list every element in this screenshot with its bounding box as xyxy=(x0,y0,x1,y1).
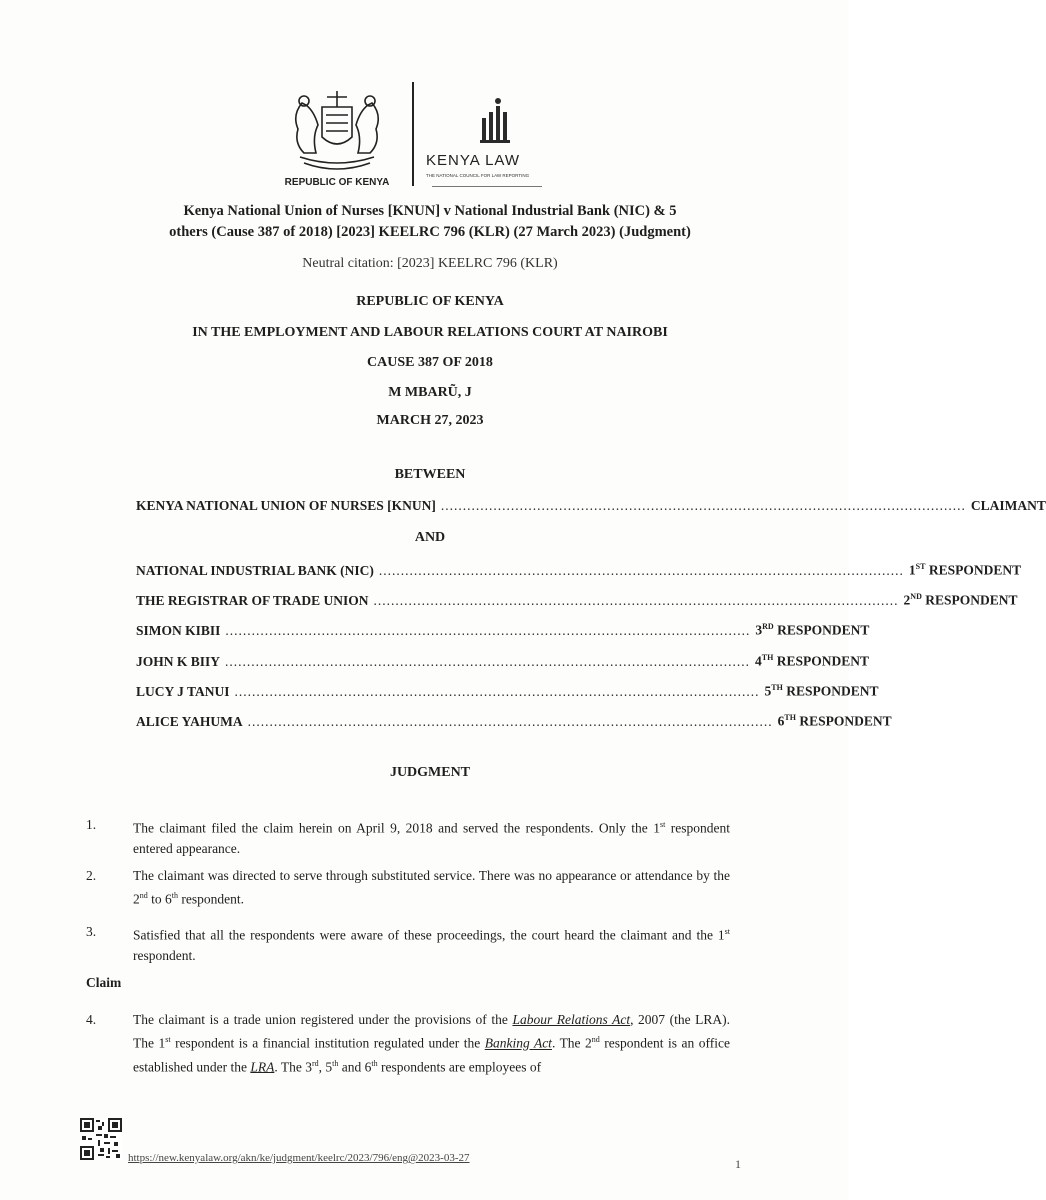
paragraph-text: The claimant was directed to serve through substituted service. There was no appearance or attendance by the 2nd to 6th respondent. xyxy=(133,868,730,907)
respondent-role: 3RD RESPONDENT xyxy=(755,622,870,638)
respondent-name: ALICE YAHUMA xyxy=(136,713,243,729)
claimant-row xyxy=(136,498,1046,514)
claim-heading: Claim xyxy=(86,975,122,990)
kenya-law-subtitle: THE NATIONAL COUNCIL FOR LAW REPORTING xyxy=(426,173,530,178)
paragraph-3 xyxy=(86,922,730,966)
judge-heading: M MBARŨ, J xyxy=(388,385,472,400)
qr-code-icon[interactable] xyxy=(80,1118,122,1160)
republic-heading: REPUBLIC OF KENYA xyxy=(356,294,504,309)
respondent-name: NATIONAL INDUSTRIAL BANK (NIC) xyxy=(136,562,374,578)
respondent-row-3 xyxy=(136,622,870,639)
paragraph-1 xyxy=(86,815,730,859)
header-divider xyxy=(412,82,414,186)
paragraph-number: 2. xyxy=(86,868,97,883)
lra-abbr-link[interactable]: LRA xyxy=(250,1059,275,1074)
banking-act-link[interactable]: Banking Act xyxy=(484,1035,552,1051)
paragraph-number: 3. xyxy=(86,924,97,939)
paragraph-text: Satisfied that all the respondents were aware of these proceedings, the court heard the claimant and the 1st respondent. xyxy=(133,927,730,963)
leader-dots: ........................................................................................................................ xyxy=(225,622,751,638)
footer-url[interactable]: https://new.kenyalaw.org/akn/ke/judgment/keelrc/2023/796/eng@2023-03-27 xyxy=(128,1152,470,1164)
respondent-role: 4TH RESPONDENT xyxy=(755,653,869,669)
paragraph-number: 1. xyxy=(86,817,97,832)
leader-dots: ........................................................................................................................ xyxy=(373,592,899,608)
between-heading: BETWEEN xyxy=(394,467,466,482)
coat-caption: REPUBLIC OF KENYA xyxy=(284,177,390,188)
case-title xyxy=(90,201,770,243)
kenya-law-tagline-scribble xyxy=(432,181,542,187)
paragraph-number: 4. xyxy=(86,1012,97,1027)
coat-of-arms-icon xyxy=(282,85,392,175)
leader-dots: ........................................................................................................................ xyxy=(234,683,760,699)
respondent-row-2 xyxy=(136,592,1018,609)
respondent-row-1 xyxy=(136,562,1022,579)
paragraph-text: The claimant filed the claim herein on April 9, 2018 and served the respondents. Only the 1st respondent entered appearance. xyxy=(133,820,730,856)
kenya-law-logo-icon xyxy=(476,96,516,146)
leader-dots: ........................................................................................................................ xyxy=(247,713,773,729)
leader-dots: ........................................................................................................................ xyxy=(225,653,751,669)
leader-dots: ........................................................................................................................ xyxy=(440,498,966,513)
case-title-line1: Kenya National Union of Nurses [KNUN] v National Industrial Bank (NIC) & 5 xyxy=(183,203,677,219)
cause-heading: CAUSE 387 OF 2018 xyxy=(367,355,493,370)
date-heading: MARCH 27, 2023 xyxy=(376,413,484,428)
respondent-name: LUCY J TANUI xyxy=(136,683,230,699)
respondent-row-4 xyxy=(136,653,869,670)
and-heading: AND xyxy=(414,530,446,545)
respondent-name: THE REGISTRAR OF TRADE UNION xyxy=(136,592,369,608)
respondent-name: JOHN K BIIY xyxy=(136,653,221,669)
paragraph-4 xyxy=(86,1010,730,1077)
case-title-line2: others (Cause 387 of 2018) [2023] KEELRC 796 (KLR) (27 March 2023) (Judgment) xyxy=(169,224,691,240)
leader-dots: ........................................................................................................................ xyxy=(378,562,904,578)
respondent-role: 5TH RESPONDENT xyxy=(764,683,879,699)
respondent-name: SIMON KIBII xyxy=(136,622,221,638)
court-heading: IN THE EMPLOYMENT AND LABOUR RELATIONS COURT AT NAIROBI xyxy=(192,325,668,340)
respondent-role: 2ND RESPONDENT xyxy=(903,592,1018,608)
respondent-row-6 xyxy=(136,713,892,730)
claimant-role: CLAIMANT xyxy=(970,498,1046,513)
paragraph-text: The claimant is a trade union registered under the provisions of the Labour Relations Act, 2007 (the LRA). The 1st respondent is a financial institution regulated under the Banking Act. The 2nd respondent is an office established under the LRA. The 3rd, 5th and 6th respondents are employees of xyxy=(133,1012,731,1074)
claimant-name: KENYA NATIONAL UNION OF NURSES [KNUN] xyxy=(136,498,436,513)
respondent-row-5 xyxy=(136,683,879,700)
kenya-law-title: KENYA LAW xyxy=(426,152,521,169)
neutral-citation: Neutral citation: [2023] KEELRC 796 (KLR) xyxy=(302,256,558,271)
respondent-role: 6TH RESPONDENT xyxy=(777,713,892,729)
page-number: 1 xyxy=(735,1157,741,1171)
lra-link[interactable]: Labour Relations Act xyxy=(512,1012,631,1027)
judgment-heading: JUDGMENT xyxy=(389,765,471,780)
paragraph-2 xyxy=(86,866,730,910)
respondent-role: 1ST RESPONDENT xyxy=(908,562,1022,578)
